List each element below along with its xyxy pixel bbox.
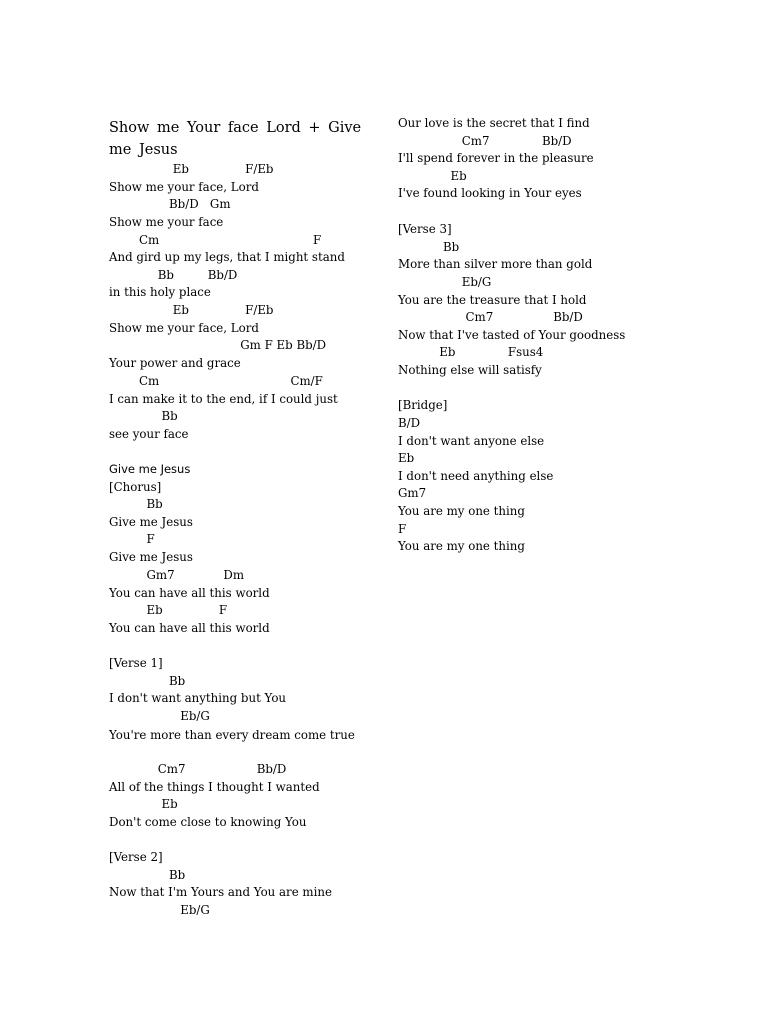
lyric-line: Now that I've tasted of Your goodness [398, 328, 626, 342]
lyric-line: Cm F [109, 233, 322, 247]
lyric-line: Show me your face [109, 215, 224, 229]
lyric-line: I don't need anything else [398, 469, 554, 483]
lyric-line: Eb [398, 451, 415, 465]
lyric-line-justified: You're more than every dream come true [109, 728, 355, 742]
lyric-line: Don't come close to knowing You [109, 815, 307, 829]
lyric-line: Gm7 Dm [109, 568, 245, 582]
lyric-line: Eb/G [109, 903, 210, 917]
lyric-line: [Bridge] [398, 398, 448, 412]
lyric-line: Eb/G [398, 275, 492, 289]
lyric-line: B/D [398, 416, 421, 430]
lyric-line: Bb [398, 240, 460, 254]
lyric-line: Eb F [109, 603, 228, 617]
lyric-line: in this holy place [109, 285, 211, 299]
lyric-line: Cm7 Bb/D [398, 134, 572, 148]
lyric-line: You can have all this world [109, 621, 270, 635]
lyric-line: Eb F/Eb [109, 303, 274, 317]
lyric-line: You can have all this world [109, 586, 270, 600]
lyric-line: [Verse 2] [109, 850, 163, 864]
lyric-line: Our love is the secret that I find [398, 116, 590, 130]
lyric-line: I've found looking in Your eyes [398, 186, 582, 200]
lyric-line: And gird up my legs, that I might stand [109, 250, 345, 264]
lyric-line: More than silver more than gold [398, 257, 593, 271]
lyric-line: Eb [109, 797, 178, 811]
lyric-line: F [398, 522, 407, 536]
lyric-line: Bb Bb/D [109, 268, 238, 282]
lyric-line: Bb/D Gm [109, 197, 231, 211]
lyric-line: Bb [109, 409, 178, 423]
lyric-line: Gm F Eb Bb/D [109, 338, 327, 352]
lyric-line: Cm7 Bb/D [109, 762, 287, 776]
lyric-line: Your power and grace [109, 356, 241, 370]
lyric-line: Cm7 Bb/D [398, 310, 583, 324]
lyric-line: Show me your face, Lord [109, 180, 259, 194]
lyric-line: Give me Jesus [109, 515, 193, 529]
lyric-line: see your face [109, 427, 189, 441]
lyric-line: Eb/G [109, 709, 210, 723]
lyric-line: F [109, 532, 155, 546]
lyric-line: [Verse 3] [398, 222, 452, 236]
lyric-line: You are my one thing [398, 504, 525, 518]
lyric-line: Eb Fsus4 [398, 345, 544, 359]
lyric-line: [Verse 1] [109, 656, 163, 670]
lyric-line: Cm Cm/F [109, 374, 323, 388]
lyric-line: [Chorus] [109, 480, 162, 494]
section-heading: Give me Jesus [109, 462, 191, 476]
lyric-line: Eb F/Eb [109, 162, 274, 176]
lyric-line: I'll spend forever in the pleasure [398, 151, 594, 165]
lyric-line: Bb [109, 497, 163, 511]
lyric-line: Give me Jesus [109, 550, 193, 564]
lyric-line: I can make it to the end, if I could just [109, 392, 338, 406]
lyric-line: You are my one thing [398, 539, 525, 553]
lyric-line: All of the things I thought I wanted [109, 780, 320, 794]
lyric-line: Show me your face, Lord [109, 321, 259, 335]
lyric-line: Nothing else will satisfy [398, 363, 542, 377]
lyric-line: Eb [398, 169, 467, 183]
lyric-line: You are the treasure that I hold [398, 293, 587, 307]
song-title: Show me Your face Lord + Give me Jesus [109, 120, 362, 158]
lyric-line: Gm7 [398, 486, 427, 500]
lyric-line: I don't want anything but You [109, 691, 287, 705]
lyric-line: Bb [109, 868, 186, 882]
lyric-line: I don't want anyone else [398, 434, 545, 448]
lyric-line: Now that I'm Yours and You are mine [109, 885, 332, 899]
lyric-line: Bb [109, 674, 186, 688]
